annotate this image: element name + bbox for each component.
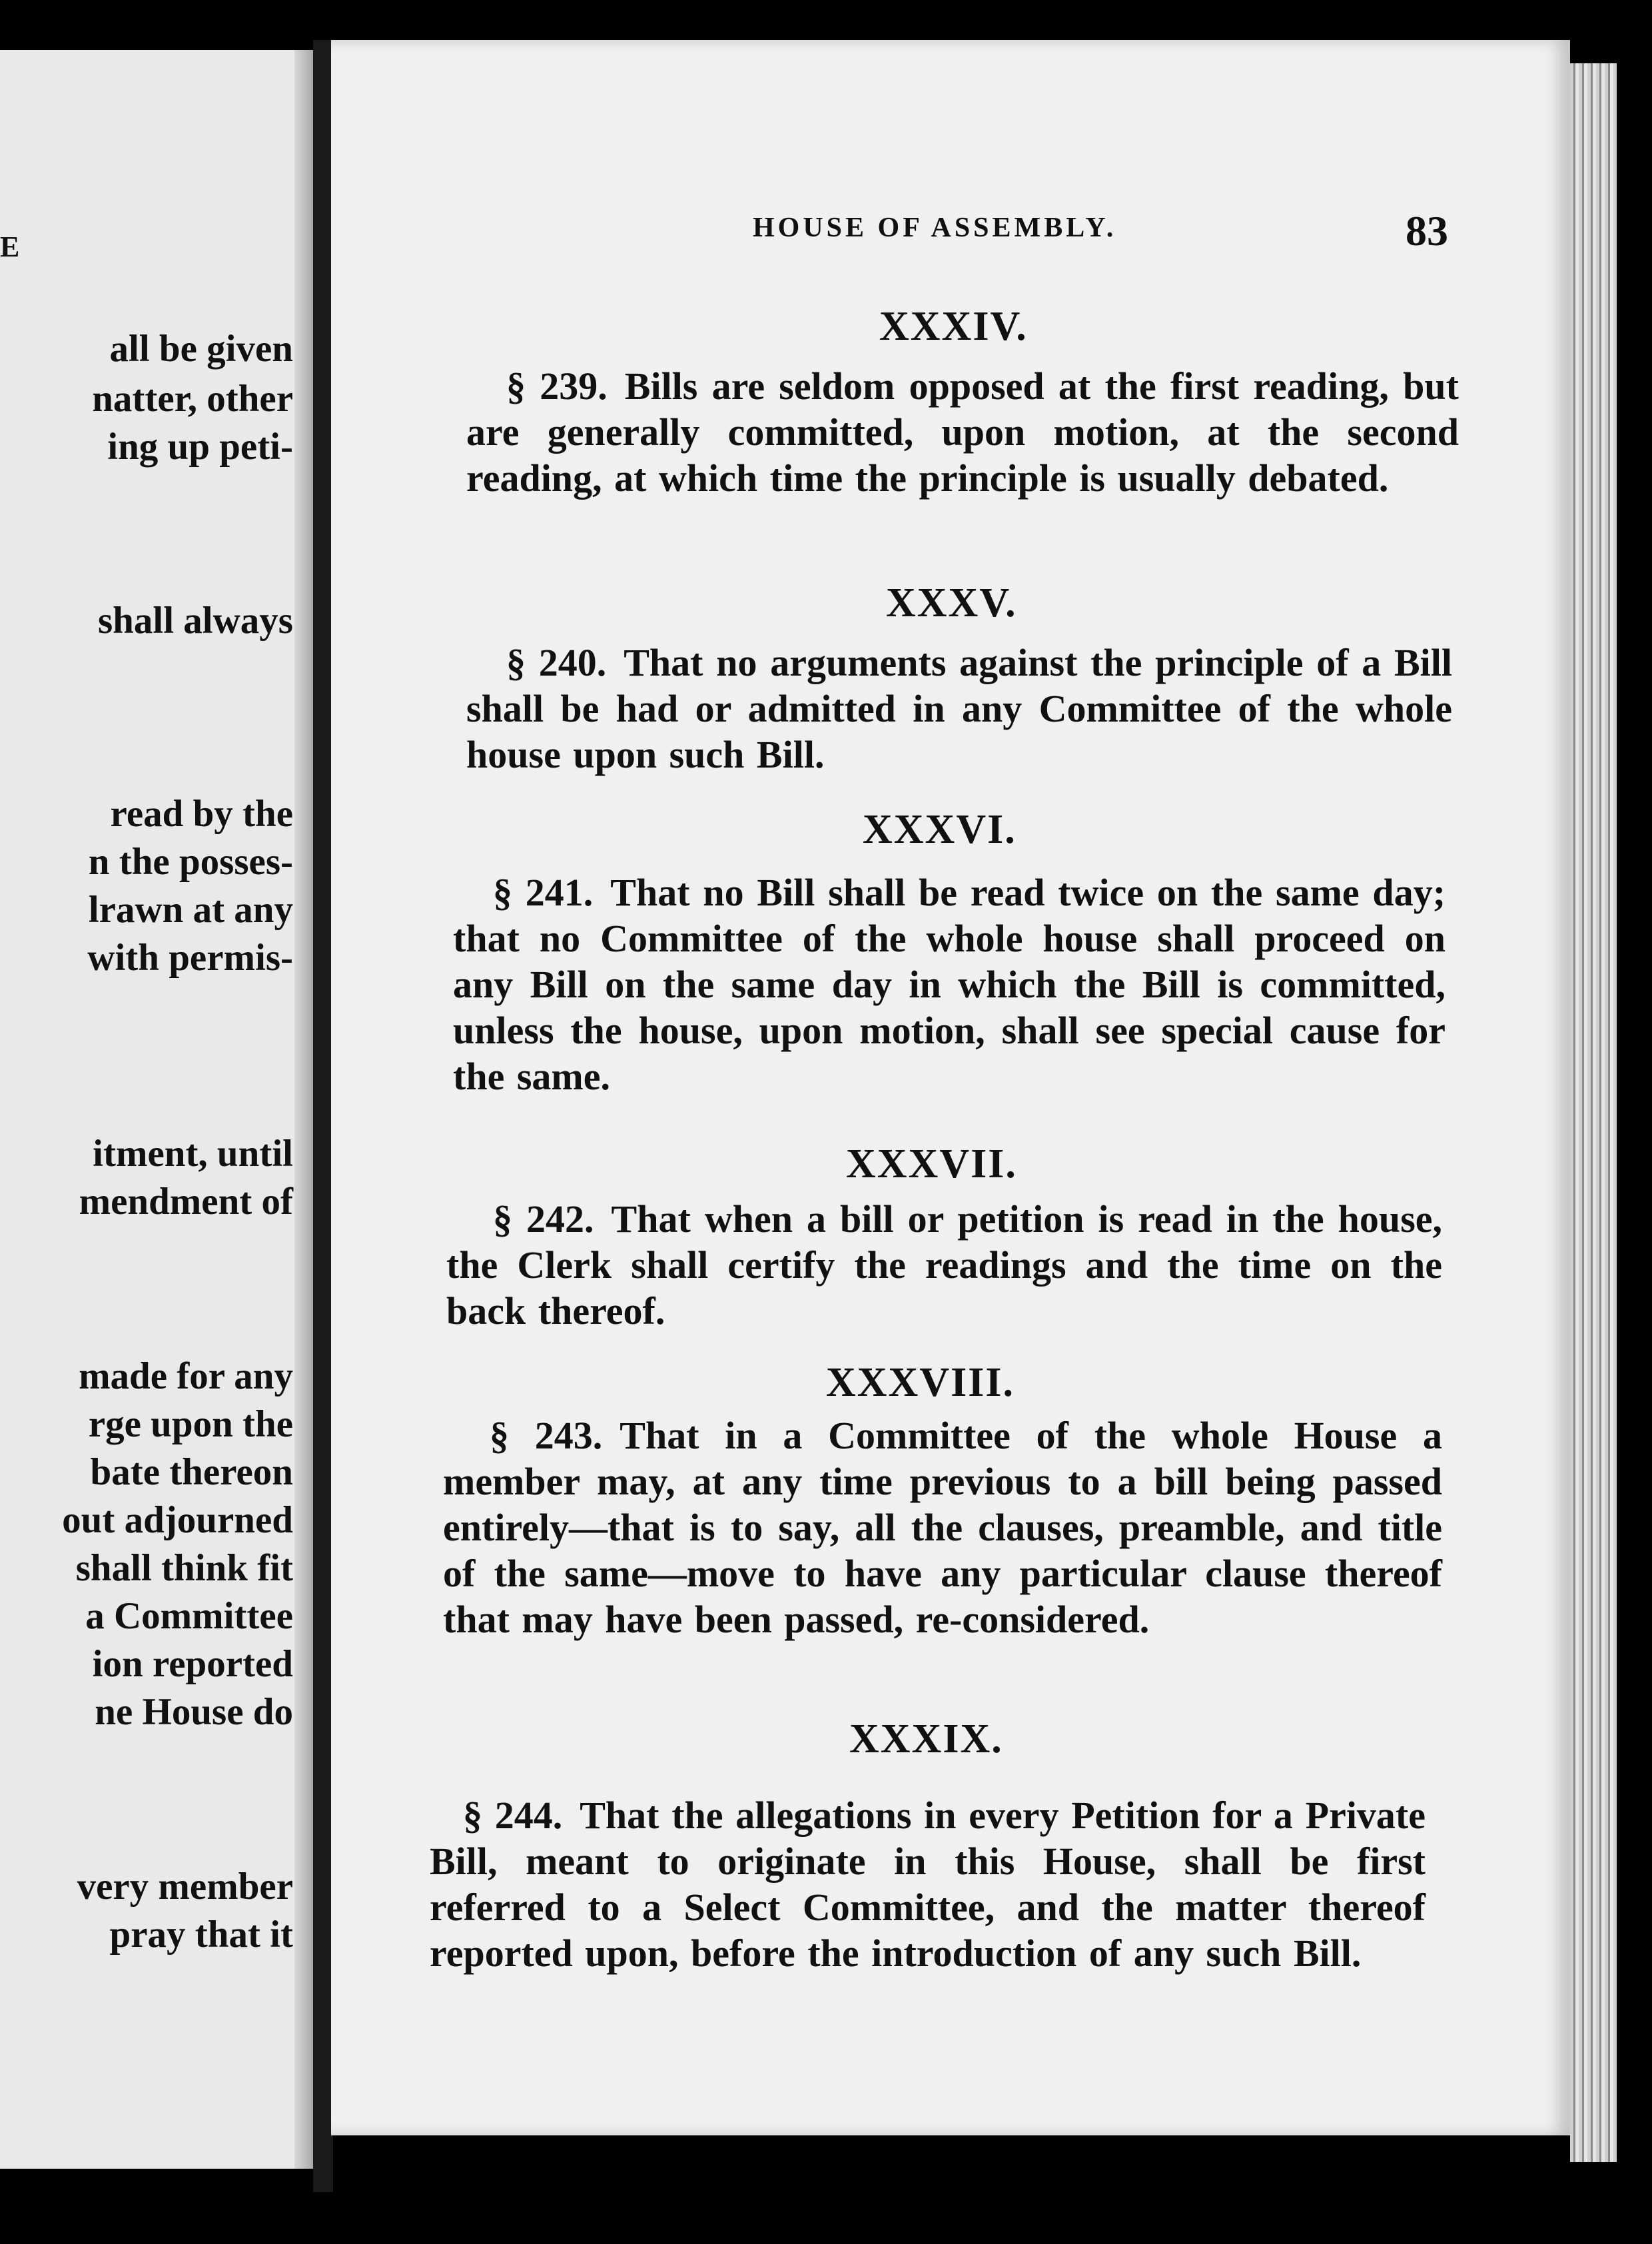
left-line: a Committee: [85, 1595, 293, 1637]
left-line: ne House do: [95, 1691, 293, 1733]
rule-number: XXXIX.: [849, 1716, 1003, 1762]
rule-number: XXXIV.: [879, 304, 1028, 349]
left-line: read by the: [110, 793, 293, 835]
gutter-shadow: [294, 50, 313, 2169]
section-mark: § 241.: [493, 871, 594, 914]
section-mark: § 243.: [490, 1414, 603, 1457]
section-mark: § 240.: [506, 641, 607, 684]
left-line: rge upon the: [88, 1403, 293, 1445]
left-line: shall always: [98, 600, 293, 642]
left-line: natter, other: [92, 378, 293, 420]
left-line: out adjourned: [62, 1499, 293, 1541]
left-line: made for any: [79, 1355, 293, 1397]
rule-text: That in a Committee of the whole House a member may, at any time previous to a bill being passed entirely—that is to say, all the clauses, preamble, and title of the same—move to have any particular clause thereof that may have been passed, re-considered.: [443, 1414, 1443, 1641]
rule-paragraph: [466, 363, 1459, 501]
book-spine-gap: [313, 40, 333, 2192]
left-line: ing up peti-: [107, 426, 293, 468]
left-line: all be given: [109, 328, 293, 370]
left-line: very member: [77, 1866, 293, 1908]
left-line: itment, until: [93, 1133, 293, 1175]
section-mark: § 242.: [493, 1197, 594, 1241]
rule-number: XXXVII.: [846, 1141, 1017, 1187]
page-edges: [1570, 63, 1617, 2162]
rule-text: That when a bill or petition is read in the house, the Clerk shall certify the readings and the time on the back thereof.: [446, 1197, 1443, 1333]
page-number: 83: [1406, 207, 1448, 255]
left-line: bate thereon: [90, 1451, 293, 1493]
rule-paragraph: [430, 1792, 1426, 1976]
section-mark: § 239.: [506, 364, 608, 408]
rule-paragraph: [453, 869, 1446, 1099]
rule-paragraph: [466, 640, 1452, 778]
left-line: ion reported: [92, 1643, 293, 1685]
rule-text: That no arguments against the principle of a Bill shall be had or admitted in any Committee of the whole house upon such Bill.: [466, 641, 1452, 776]
left-line: shall think fit: [75, 1547, 293, 1589]
rule-paragraph: [443, 1412, 1442, 1642]
left-line: with permis-: [87, 937, 293, 979]
rule-text: Bills are seldom opposed at the first reading, but are generally committed, upon motion, at the second reading, at which time the principle is usually debated.: [466, 364, 1459, 500]
left-line: lrawn at any: [88, 889, 293, 931]
section-mark: § 244.: [463, 1794, 563, 1837]
rule-number: XXXVI.: [863, 807, 1017, 852]
rule-number: XXXV.: [886, 580, 1017, 626]
running-head: HOUSE OF ASSEMBLY.: [753, 213, 1117, 243]
left-line: mendment of: [79, 1181, 293, 1223]
rule-text: That no Bill shall be read twice on the same day; that no Committee of the whole house shall proceed on any Bill on the same day in which the Bill is committed, unless the house, upon motion, shall see special cause for the same.: [453, 871, 1446, 1098]
left-line: n the posses-: [88, 841, 293, 883]
left-facing-page: [0, 50, 313, 2169]
left-page-header-fragment: E: [0, 231, 21, 263]
rule-number: XXXVIII.: [826, 1360, 1015, 1405]
left-line: pray that it: [109, 1914, 293, 1956]
rule-text: That the allegations in every Petition for a Private Bill, meant to originate in this House, shall be first referred to a Select Committee, and the matter thereof reported upon, before the introduction of any such Bill.: [430, 1794, 1426, 1975]
rule-paragraph: [446, 1196, 1442, 1334]
